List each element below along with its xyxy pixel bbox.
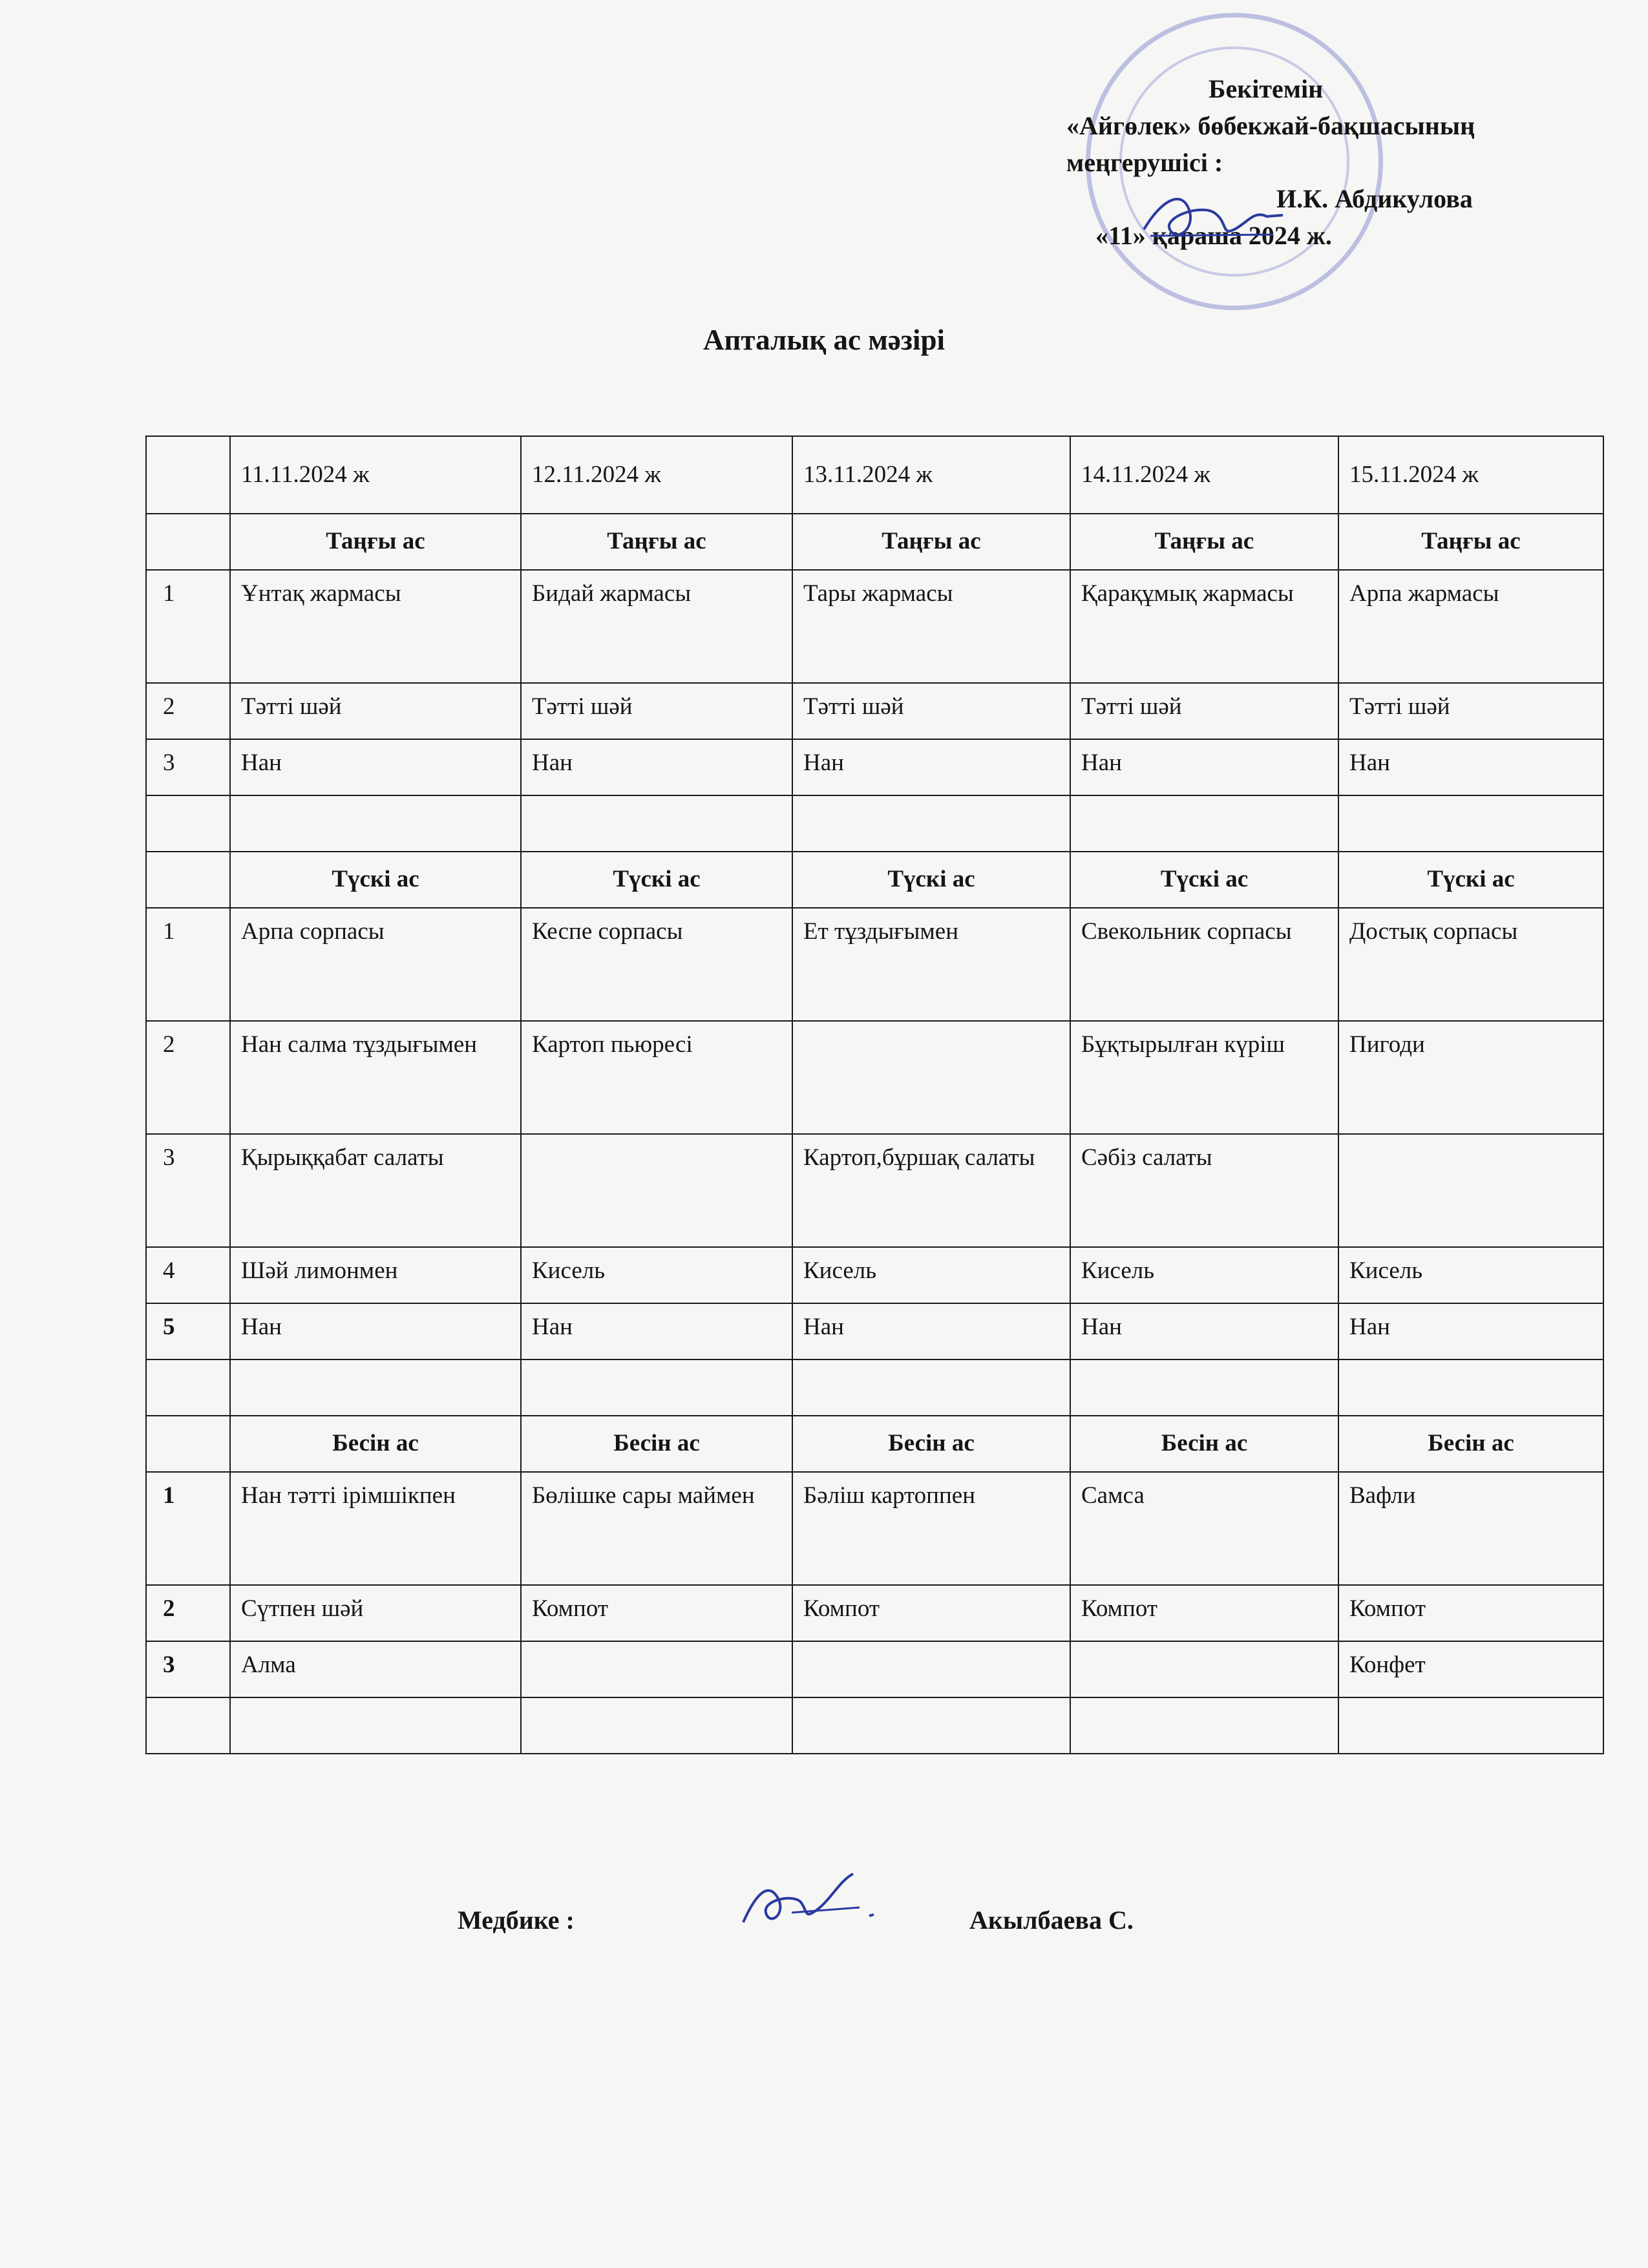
menu-item: Самса <box>1070 1472 1338 1585</box>
empty-cell <box>1338 1360 1603 1416</box>
menu-item: Нан <box>1338 739 1603 795</box>
head-signature <box>1137 184 1286 255</box>
row-number: 1 <box>146 908 230 1021</box>
table-row <box>146 1303 1603 1360</box>
date-cell: 14.11.2024 ж <box>1070 436 1338 514</box>
empty-cell <box>1070 1360 1338 1416</box>
meal-label: Түскі ас <box>521 852 792 908</box>
date-cell: 13.11.2024 ж <box>792 436 1070 514</box>
menu-item: Тәтті шәй <box>230 683 521 739</box>
menu-item: Шәй лимонмен <box>230 1247 521 1303</box>
empty-cell <box>230 1697 521 1754</box>
empty-cell <box>1070 1697 1338 1754</box>
document-title: Апталық ас мәзірі <box>703 324 945 356</box>
spacer-row <box>146 1360 1603 1416</box>
menu-item: Бидай жармасы <box>521 570 792 683</box>
menu-item: Вафли <box>1338 1472 1603 1585</box>
meal-label: Таңғы ас <box>1338 514 1603 570</box>
empty-cell <box>146 1360 230 1416</box>
row-number: 2 <box>146 1021 230 1134</box>
menu-item: Тәтті шәй <box>1338 683 1603 739</box>
menu-item: Нан <box>1070 739 1338 795</box>
empty-cell <box>1338 795 1603 852</box>
menu-item <box>1338 1134 1603 1247</box>
meal-label: Бесін ас <box>521 1416 792 1472</box>
empty-cell <box>1070 795 1338 852</box>
menu-item: Арпа сорпасы <box>230 908 521 1021</box>
menu-item: Нан <box>230 739 521 795</box>
head-name: И.К. Абдикулова <box>1276 184 1473 214</box>
meal-label: Таңғы ас <box>521 514 792 570</box>
menu-item: Тәтті шәй <box>792 683 1070 739</box>
meal-label: Бесін ас <box>1070 1416 1338 1472</box>
row-number: 3 <box>146 1641 230 1697</box>
menu-item: Бұқтырылған күріш <box>1070 1021 1338 1134</box>
nurse-signature <box>730 1867 885 1938</box>
meal-label: Таңғы ас <box>1070 514 1338 570</box>
menu-item: Нан <box>792 1303 1070 1360</box>
menu-item <box>521 1134 792 1247</box>
menu-item <box>792 1641 1070 1697</box>
empty-cell <box>792 1360 1070 1416</box>
menu-item <box>1070 1641 1338 1697</box>
kindergarten-name: «Айгөлек» бөбекжай-бақшасының <box>1066 110 1475 140</box>
meal-label: Түскі ас <box>792 852 1070 908</box>
date-cell: 15.11.2024 ж <box>1338 436 1603 514</box>
empty-cell <box>521 1697 792 1754</box>
menu-item: Компот <box>521 1585 792 1641</box>
table-row <box>146 1134 1603 1247</box>
head-position: меңгерушісі : <box>1066 147 1223 177</box>
empty-cell <box>230 795 521 852</box>
table-row <box>146 739 1603 795</box>
table-row <box>146 1021 1603 1134</box>
menu-item: Қырыққабат салаты <box>230 1134 521 1247</box>
meal-label: Бесін ас <box>230 1416 521 1472</box>
meal-label: Таңғы ас <box>230 514 521 570</box>
menu-item: Арпа жармасы <box>1338 570 1603 683</box>
menu-item: Кеспе сорпасы <box>521 908 792 1021</box>
menu-item: Сәбіз салаты <box>1070 1134 1338 1247</box>
empty-cell <box>146 795 230 852</box>
menu-item: Компот <box>1070 1585 1338 1641</box>
menu-item: Кисель <box>1338 1247 1603 1303</box>
menu-item: Картоп,бұршақ салаты <box>792 1134 1070 1247</box>
menu-item: Достық сорпасы <box>1338 908 1603 1021</box>
dates-row <box>146 436 1603 514</box>
menu-item: Тары жармасы <box>792 570 1070 683</box>
menu-item: Нан <box>521 1303 792 1360</box>
table-row <box>146 683 1603 739</box>
lunch-header-row <box>146 852 1603 908</box>
empty-cell <box>1338 1697 1603 1754</box>
spacer-row <box>146 1697 1603 1754</box>
meal-label: Таңғы ас <box>792 514 1070 570</box>
menu-item: Конфет <box>1338 1641 1603 1697</box>
empty-cell <box>521 1360 792 1416</box>
menu-item <box>521 1641 792 1697</box>
menu-item: Ет тұздығымен <box>792 908 1070 1021</box>
meal-label: Бесін ас <box>1338 1416 1603 1472</box>
nurse-name: Акылбаева С. <box>969 1906 1134 1935</box>
row-number: 2 <box>146 683 230 739</box>
empty-cell <box>146 514 230 570</box>
snack-header-row <box>146 1416 1603 1472</box>
empty-cell <box>792 1697 1070 1754</box>
menu-item: Нан <box>792 739 1070 795</box>
row-number: 1 <box>146 1472 230 1585</box>
empty-cell <box>230 1360 521 1416</box>
meal-label: Түскі ас <box>1338 852 1603 908</box>
menu-item: Қарақұмық жармасы <box>1070 570 1338 683</box>
corner-cell <box>146 436 230 514</box>
menu-item: Нан <box>1070 1303 1338 1360</box>
meal-label: Бесін ас <box>792 1416 1070 1472</box>
row-number: 4 <box>146 1247 230 1303</box>
breakfast-header-row <box>146 514 1603 570</box>
date-cell: 11.11.2024 ж <box>230 436 521 514</box>
date-cell: 12.11.2024 ж <box>521 436 792 514</box>
table-row <box>146 570 1603 683</box>
row-number: 3 <box>146 739 230 795</box>
menu-item: Кисель <box>1070 1247 1338 1303</box>
empty-cell <box>521 795 792 852</box>
empty-cell <box>146 1416 230 1472</box>
spacer-row <box>146 795 1603 852</box>
menu-item: Бәліш картоппен <box>792 1472 1070 1585</box>
row-number: 1 <box>146 570 230 683</box>
menu-item: Кисель <box>521 1247 792 1303</box>
empty-cell <box>146 852 230 908</box>
menu-item: Алма <box>230 1641 521 1697</box>
menu-item: Тәтті шәй <box>521 683 792 739</box>
table-row <box>146 1641 1603 1697</box>
menu-item: Компот <box>1338 1585 1603 1641</box>
table-row <box>146 1585 1603 1641</box>
menu-item <box>792 1021 1070 1134</box>
menu-item: Ұнтақ жармасы <box>230 570 521 683</box>
table-row <box>146 908 1603 1021</box>
menu-item: Нан тәтті ірімшікпен <box>230 1472 521 1585</box>
menu-item: Нан <box>521 739 792 795</box>
approval-date: «11» қараша 2024 ж. <box>1095 221 1332 251</box>
menu-item: Нан <box>230 1303 521 1360</box>
menu-item: Свекольник сорпасы <box>1070 908 1338 1021</box>
table-row <box>146 1247 1603 1303</box>
weekly-menu-table <box>145 436 1604 1754</box>
meal-label: Түскі ас <box>1070 852 1338 908</box>
table-row <box>146 1472 1603 1585</box>
menu-item: Кисель <box>792 1247 1070 1303</box>
menu-item: Сүтпен шәй <box>230 1585 521 1641</box>
menu-item: Нан салма тұздығымен <box>230 1021 521 1134</box>
menu-item: Компот <box>792 1585 1070 1641</box>
meal-label: Түскі ас <box>230 852 521 908</box>
row-number: 5 <box>146 1303 230 1360</box>
menu-item: Пигоди <box>1338 1021 1603 1134</box>
row-number: 2 <box>146 1585 230 1641</box>
menu-item: Тәтті шәй <box>1070 683 1338 739</box>
menu-item: Картоп пьюресі <box>521 1021 792 1134</box>
empty-cell <box>792 795 1070 852</box>
row-number: 3 <box>146 1134 230 1247</box>
menu-item: Бөлішке сары маймен <box>521 1472 792 1585</box>
approval-title: Бекітемін <box>1209 74 1324 103</box>
nurse-label: Медбике : <box>458 1906 575 1935</box>
menu-item: Нан <box>1338 1303 1603 1360</box>
empty-cell <box>146 1697 230 1754</box>
